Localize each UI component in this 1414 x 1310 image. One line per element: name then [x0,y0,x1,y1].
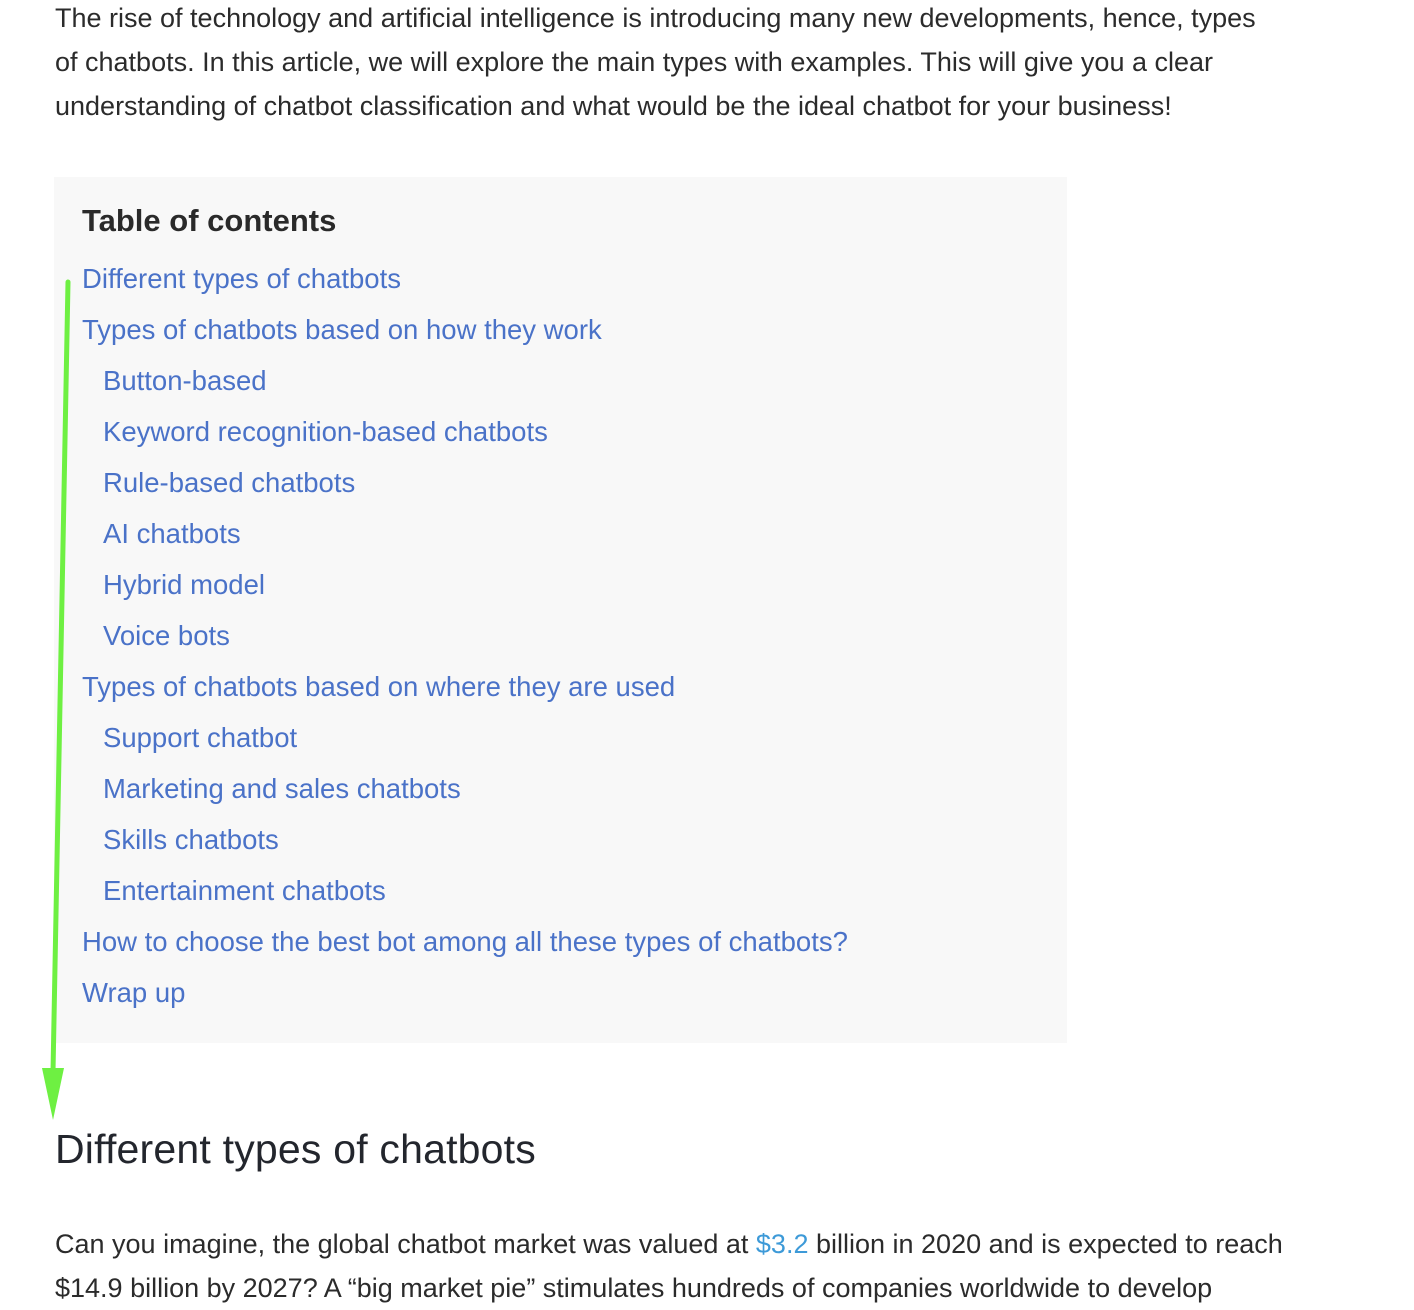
market-value-link[interactable]: $3.2 [755,1229,809,1259]
toc-item[interactable]: Keyword recognition-based chatbots [103,416,548,447]
toc-item[interactable]: How to choose the best bot among all these types of chatbots? [82,926,848,957]
toc-item[interactable]: Rule-based chatbots [103,467,356,498]
intro-line: understanding of chatbot classification and what would be the ideal chatbot for your business! [55,91,1172,121]
intro-paragraph [55,0,1414,128]
toc-item[interactable]: Different types of chatbots [82,263,401,294]
section-paragraph [55,1222,1414,1310]
toc-item[interactable]: Skills chatbots [103,824,279,855]
paragraph-text: $14.9 billion by 2027? A “big market pie” stimulates hundreds of companies worldwide to develop [55,1273,1213,1303]
toc-item[interactable]: Types of chatbots based on how they work [82,314,602,345]
section-heading: Different types of chatbots [55,1126,536,1172]
toc-item[interactable]: Marketing and sales chatbots [103,773,461,804]
toc-item[interactable]: Support chatbot [103,722,298,753]
intro-line: The rise of technology and artificial intelligence is introducing many new developments, hence, types [55,3,1256,33]
toc-item[interactable]: Button-based [103,365,267,396]
toc-item[interactable]: Voice bots [103,620,230,651]
toc-item[interactable]: Entertainment chatbots [103,875,386,906]
toc-item[interactable]: Types of chatbots based on where they are used [82,671,676,702]
toc-title: Table of contents [82,203,337,238]
toc-list [82,261,848,1026]
toc-item[interactable]: Wrap up [82,977,186,1008]
table-of-contents [54,177,1067,1043]
paragraph-text: Can you imagine, the global chatbot market was valued at [55,1229,756,1259]
paragraph-text: billion in 2020 and is expected to reach [808,1229,1283,1259]
toc-item[interactable]: AI chatbots [103,518,241,549]
intro-line: of chatbots. In this article, we will explore the main types with examples. This will give you a clear [55,47,1214,77]
toc-item[interactable]: Hybrid model [103,569,266,600]
